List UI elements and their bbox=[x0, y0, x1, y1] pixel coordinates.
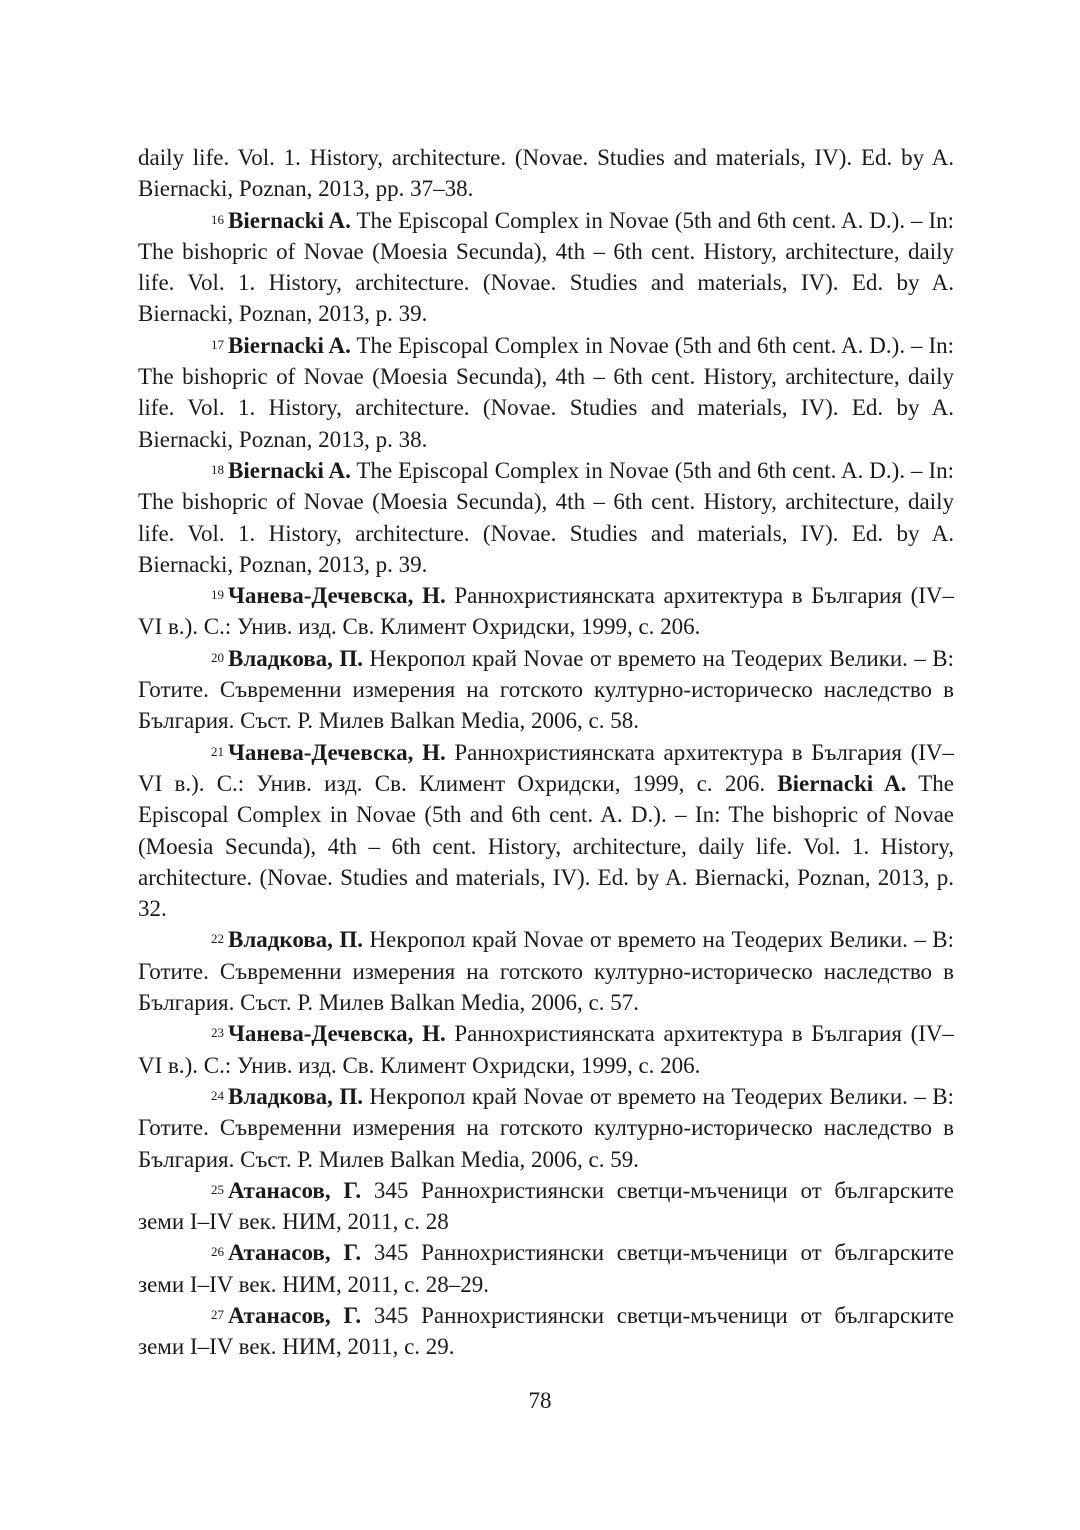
footnote-number: 26 bbox=[211, 1244, 224, 1260]
footnote-author: Владкова, П. bbox=[228, 1083, 363, 1109]
footnote-author-secondary: Biernacki A. bbox=[777, 770, 907, 796]
footnote-author: Biernacki A. bbox=[228, 207, 351, 233]
footnote-author: Атанасов, Г. bbox=[228, 1302, 362, 1328]
footnote-21 bbox=[138, 737, 954, 925]
footnote-number: 17 bbox=[211, 336, 224, 352]
footnote-number: 22 bbox=[211, 931, 224, 947]
footnote-text: The Episcopal Complex in Novae (5th and 6th cent. A. D.). – In: The bishopric of Novae (Moesia Secunda), 4th – 6th cent. History, architecture, daily life. Vol. 1. History, architecture. (Novae. Studies and materials, IV). Ed. by A. Biernacki, Poznan, 2013, p. 39. bbox=[138, 457, 955, 577]
footnote-text: The Episcopal Complex in Novae (5th and 6th cent. A. D.). – In: The bishopric of Novae (Moesia Secunda), 4th – 6th cent. History, architecture, daily life. Vol. 1. History, architecture. (Novae. Studies and materials, IV). Ed. by A. Biernacki, Poznan, 2013, p. 38. bbox=[138, 332, 955, 452]
footnote-author: Biernacki A. bbox=[228, 332, 351, 358]
footnote-17 bbox=[138, 330, 954, 455]
page-number: 78 bbox=[528, 1388, 552, 1413]
footnote-22 bbox=[138, 924, 954, 1018]
footnote-author: Атанасов, Г. bbox=[228, 1240, 362, 1266]
footnote-number: 25 bbox=[211, 1181, 224, 1197]
footnote-text: Некропол край Novae от времето на Теодерих Велики. – В: Готите. Съвременни измерения на готското културно-историческо наследство в България. Съст. Р. Милев Balkan Media, 2006, с. 58. bbox=[138, 645, 954, 734]
footnote-text-secondary: The Episcopal Complex in Novae (5th and 6th cent. A. D.). – In: The bishopric of Novae (Moesia Secunda), 4th – 6th cent. History, architecture, daily life. Vol. 1. History, architecture. (Novae. Studies and materials, IV). Ed. by A. Biernacki, Poznan, 2013, p. 32. bbox=[138, 770, 954, 922]
footnote-number: 21 bbox=[211, 743, 224, 759]
footnote-20 bbox=[138, 643, 954, 737]
footnote-author: Biernacki A. bbox=[228, 457, 351, 483]
footnote-text: Раннохристиянската архитектура в България (IV–VI в.). С.: Унив. изд. Св. Климент Охридски, 1999, с. 206. bbox=[138, 583, 954, 640]
footnote-text: 345 Раннохристиянски светци-мъченици от българските земи I–IV век. НИМ, 2011, с. 28–29. bbox=[138, 1240, 955, 1297]
footnote-author: Чанева-Дечевска, Н. bbox=[228, 1021, 446, 1047]
footnote-number: 18 bbox=[211, 461, 224, 477]
footnotes-block bbox=[138, 142, 954, 1363]
footnote-author: Владкова, П. bbox=[228, 645, 363, 671]
footnote-26 bbox=[138, 1237, 954, 1300]
footnote-text: 345 Раннохристиянски светци-мъченици от българските земи I–IV век. НИМ, 2011, с. 29. bbox=[138, 1302, 955, 1360]
footnote-24 bbox=[138, 1081, 954, 1175]
footnote-continuation: daily life. Vol. 1. History, architecture. (Novae. Studies and materials, IV). Ed. by A. Biernacki, Poznan, 2013, pp. 37–38. bbox=[138, 145, 954, 202]
footnote-number: 24 bbox=[211, 1087, 224, 1103]
footnote-25 bbox=[138, 1175, 954, 1238]
footnote-text: The Episcopal Complex in Novae (5th and 6th cent. A. D.). – In: The bishopric of Novae (Moesia Secunda), 4th – 6th cent. History, architecture, daily life. Vol. 1. History, architecture. (Novae. Studies and materials, IV). Ed. by A. Biernacki, Poznan, 2013, p. 39. bbox=[138, 207, 955, 327]
footnote-text: Раннохристиянската архитектура в България (IV–VI в.). С.: Унив. изд. Св. Климент Охридски, 1999, с. 206. bbox=[138, 1021, 954, 1078]
footnote-text: 345 Раннохристиянски светци-мъченици от българските земи I–IV век. НИМ, 2011, с. 28 bbox=[138, 1177, 955, 1235]
footnote-text: Некропол край Novae от времето на Теодерих Велики. – В: Готите. Съвременни измерения на готското културно-историческо наследство в България. Съст. Р. Милев Balkan Media, 2006, с. 57. bbox=[138, 927, 954, 1016]
footnote-23 bbox=[138, 1018, 954, 1081]
footnote-27 bbox=[138, 1300, 954, 1363]
footnote-number: 27 bbox=[211, 1306, 224, 1322]
footnote-number: 23 bbox=[211, 1025, 224, 1041]
footnote-text: Некропол край Novae от времето на Теодерих Велики. – В: Готите. Съвременни измерения на готското културно-историческо наследство в България. Съст. Р. Милев Balkan Media, 2006, с. 59. bbox=[138, 1083, 954, 1172]
footnote-18 bbox=[138, 455, 954, 580]
footnote-number: 20 bbox=[211, 649, 224, 665]
footnote-text: Раннохристиянската архитектура в България (IV–VI в.). С.: Унив. изд. Св. Климент Охридски, 1999, с. 206. bbox=[138, 739, 954, 796]
footnote-16 bbox=[138, 205, 954, 330]
footnote-number: 19 bbox=[211, 587, 224, 603]
footnote-author: Владкова, П. bbox=[228, 927, 363, 953]
footnote-19 bbox=[138, 580, 954, 643]
footnote-number: 16 bbox=[211, 211, 224, 227]
footnote-author: Чанева-Дечевска, Н. bbox=[228, 583, 446, 609]
footnote-author: Атанасов, Г. bbox=[228, 1177, 362, 1203]
footnote-author: Чанева-Дечевска, Н. bbox=[228, 739, 446, 765]
